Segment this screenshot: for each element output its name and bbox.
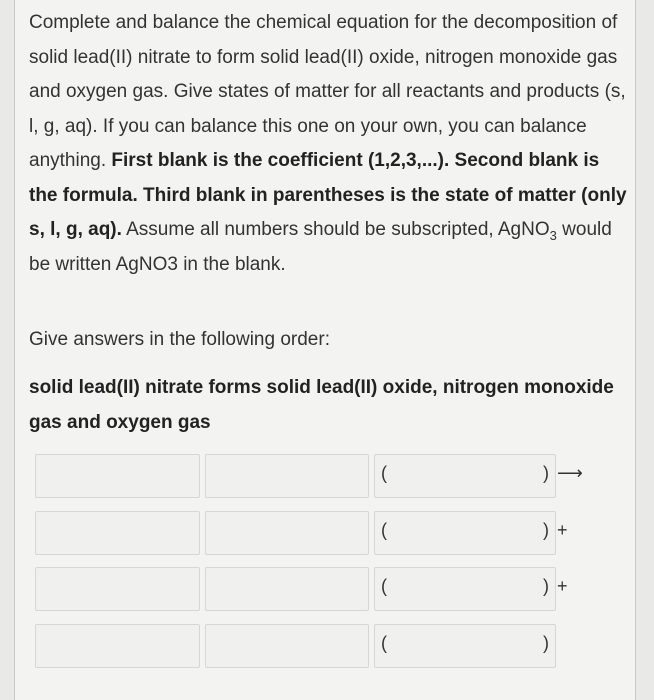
order-label: Give answers in the following order: xyxy=(29,329,330,350)
state-input-4[interactable] xyxy=(374,624,556,668)
subscript-note: Assume all numbers should be subscripted, AgNO xyxy=(121,219,550,240)
coefficient-input-2[interactable] xyxy=(35,511,200,555)
coefficient-input-3[interactable] xyxy=(35,567,200,611)
formula-input-1[interactable] xyxy=(205,454,369,498)
open-paren: ( xyxy=(381,633,387,653)
question-intro: Complete and balance the chemical equation for the decomposition of solid lead(II) nitrate to form solid lead(II) oxide, nitrogen monoxide gas and oxygen gas. Give states of matter for all reactants and products (s, l, g, aq). If you can balance this one on your own, you can balance anything. xyxy=(29,12,626,171)
state-input-3[interactable] xyxy=(374,567,556,611)
subscript-digit: 3 xyxy=(549,227,557,243)
coefficient-input-1[interactable] xyxy=(35,454,200,498)
question-panel xyxy=(14,0,636,700)
equation-row-2 xyxy=(35,511,635,555)
order-text: solid lead(II) nitrate forms solid lead(II) oxide, nitrogen monoxide gas and oxygen gas xyxy=(29,377,614,433)
blank-instructions: First blank is the coefficient (1,2,3,...). Second blank is the formula. Third blank in parentheses is the state of matter (only s, l, g, aq). xyxy=(29,150,627,240)
equation-row-4 xyxy=(35,624,635,668)
plus-sign: + xyxy=(557,520,568,540)
state-input-2[interactable] xyxy=(374,511,556,555)
open-paren: ( xyxy=(381,463,387,483)
state-input-1[interactable] xyxy=(374,454,556,498)
formula-input-4[interactable] xyxy=(205,624,369,668)
open-paren: ( xyxy=(381,520,387,540)
open-paren: ( xyxy=(381,576,387,596)
formula-input-3[interactable] xyxy=(205,567,369,611)
question-text xyxy=(29,6,629,282)
equation-row-3 xyxy=(35,567,635,611)
equation-row-1 xyxy=(35,454,635,498)
coefficient-input-4[interactable] xyxy=(35,624,200,668)
close-paren: ) xyxy=(543,633,549,653)
subscript-note-end: would be written AgNO3 in the blank. xyxy=(29,219,612,275)
formula-input-2[interactable] xyxy=(205,511,369,555)
close-paren: ) xyxy=(543,576,549,596)
plus-sign: + xyxy=(557,576,568,596)
close-paren: ) xyxy=(543,463,549,483)
yields-arrow-icon: ⟶ xyxy=(557,463,583,483)
close-paren: ) xyxy=(543,520,549,540)
